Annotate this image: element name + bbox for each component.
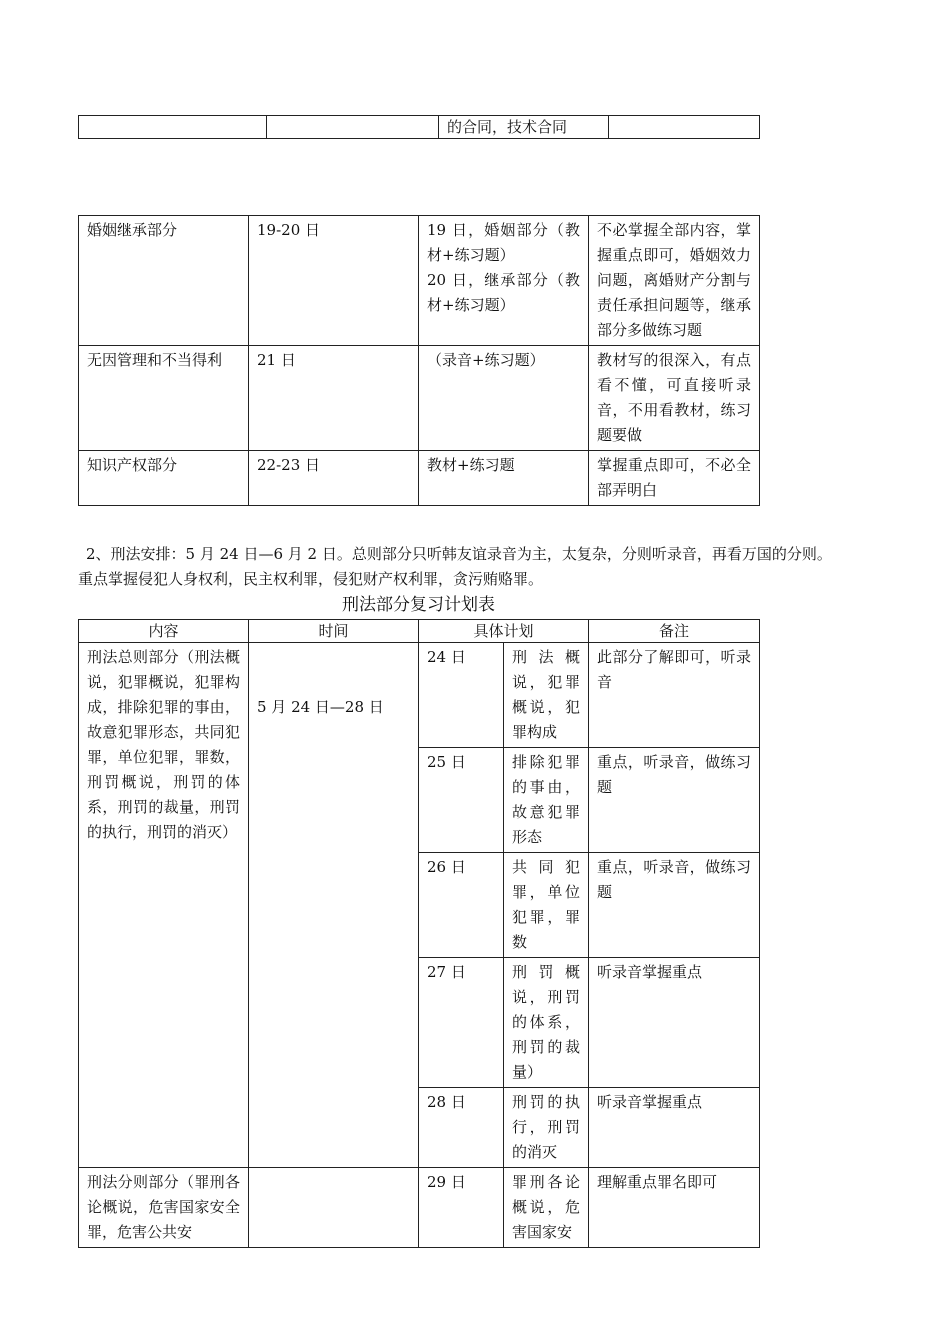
plan-cell: 刑罚概说，刑罚的体系，刑罚的裁量） xyxy=(504,958,589,1088)
header-row xyxy=(79,620,760,643)
table-cell xyxy=(79,116,267,139)
day-cell: 26 日 xyxy=(419,853,504,958)
day-cell: 24 日 xyxy=(419,643,504,748)
content-cell: 婚姻继承部分 xyxy=(79,216,249,346)
day-cell: 28 日 xyxy=(419,1088,504,1168)
plan-cell: 排除犯罪的事由，故意犯罪形态 xyxy=(504,748,589,853)
table-row xyxy=(79,116,760,139)
table-cell xyxy=(609,116,760,139)
table-row xyxy=(79,1168,760,1248)
time-cell xyxy=(249,1168,419,1248)
fragment-table xyxy=(78,115,760,139)
header-content: 内容 xyxy=(79,620,249,643)
note-cell: 教材写的很深入，有点看不懂，可直接听录音，不用看教材，练习题要做 xyxy=(589,346,760,451)
paragraph-line: 重点掌握侵犯人身权利，民主权利罪，侵犯财产权利罪，贪污贿赂罪。 xyxy=(78,570,544,588)
plan-cell: 罪刑各论概说，危害国家安 xyxy=(504,1168,589,1248)
note-cell: 听录音掌握重点 xyxy=(589,1088,760,1168)
table-row xyxy=(79,346,760,451)
table-title: 刑法部分复习计划表 xyxy=(342,595,495,615)
plan-cell xyxy=(419,451,589,506)
note-cell: 不必掌握全部内容，掌握重点即可，婚姻效力问题，离婚财产分割与责任承担问题等，继承部分多做练习题 xyxy=(589,216,760,346)
note-cell: 掌握重点即可，不必全部弄明白 xyxy=(589,451,760,506)
plan-cell xyxy=(419,346,589,451)
day-cell: 25 日 xyxy=(419,748,504,853)
time-cell: 19-20 日 xyxy=(249,216,419,346)
time-text: 5 月 24 日—28 日 xyxy=(257,698,384,716)
note-cell: 理解重点罪名即可 xyxy=(589,1168,760,1248)
time-cell: 22-23 日 xyxy=(249,451,419,506)
day-cell: 29 日 xyxy=(419,1168,504,1248)
header-time: 时间 xyxy=(249,620,419,643)
content-cell: 知识产权部分 xyxy=(79,451,249,506)
time-cell xyxy=(249,643,419,1168)
civil-plan-table xyxy=(78,215,760,506)
day-cell: 27 日 xyxy=(419,958,504,1088)
criminal-arrangement-paragraph xyxy=(78,542,908,592)
criminal-plan-table xyxy=(78,619,760,1248)
header-plan: 具体计划 xyxy=(419,620,589,643)
table-cell xyxy=(267,116,439,139)
header-note: 备注 xyxy=(589,620,760,643)
table-row xyxy=(79,216,760,346)
table-row xyxy=(79,451,760,506)
plan-cell xyxy=(419,216,589,346)
note-cell: 重点，听录音，做练习题 xyxy=(589,853,760,958)
content-cell: 无因管理和不当得利 xyxy=(79,346,249,451)
plan-line: 20 日，继承部分（教材+练习题） xyxy=(427,271,580,314)
time-cell: 21 日 xyxy=(249,346,419,451)
plan-line: 19 日，婚姻部分（教材+练习题） xyxy=(427,221,580,264)
paragraph-line: 2、刑法安排：5 月 24 日—6 月 2 日。总则部分只听韩友谊录音为主，太复杂，分则听录音，再看万国的分则。 xyxy=(86,545,832,563)
content-cell: 刑法分则部分（罪刑各论概说，危害国家安全罪，危害公共安 xyxy=(79,1168,249,1248)
plan-cell: 刑法概说，犯罪概说，犯罪构成 xyxy=(504,643,589,748)
table-cell: 的合同，技术合同 xyxy=(439,116,609,139)
note-cell: 此部分了解即可，听录音 xyxy=(589,643,760,748)
table-row xyxy=(79,643,760,748)
content-cell: 刑法总则部分（刑法概说，犯罪概说，犯罪构成，排除犯罪的事由，故意犯罪形态，共同犯罪，单位犯罪，罪数，刑罚概说，刑罚的体系，刑罚的裁量，刑罚的执行，刑罚的消灭） xyxy=(79,643,249,1168)
plan-line: （录音+练习题） xyxy=(427,351,545,369)
note-cell: 听录音掌握重点 xyxy=(589,958,760,1088)
plan-line: 教材+练习题 xyxy=(427,456,515,474)
note-cell: 重点，听录音，做练习题 xyxy=(589,748,760,853)
plan-cell: 刑罚的执行，刑罚的消灭 xyxy=(504,1088,589,1168)
plan-cell: 共同犯罪，单位犯罪，罪数 xyxy=(504,853,589,958)
